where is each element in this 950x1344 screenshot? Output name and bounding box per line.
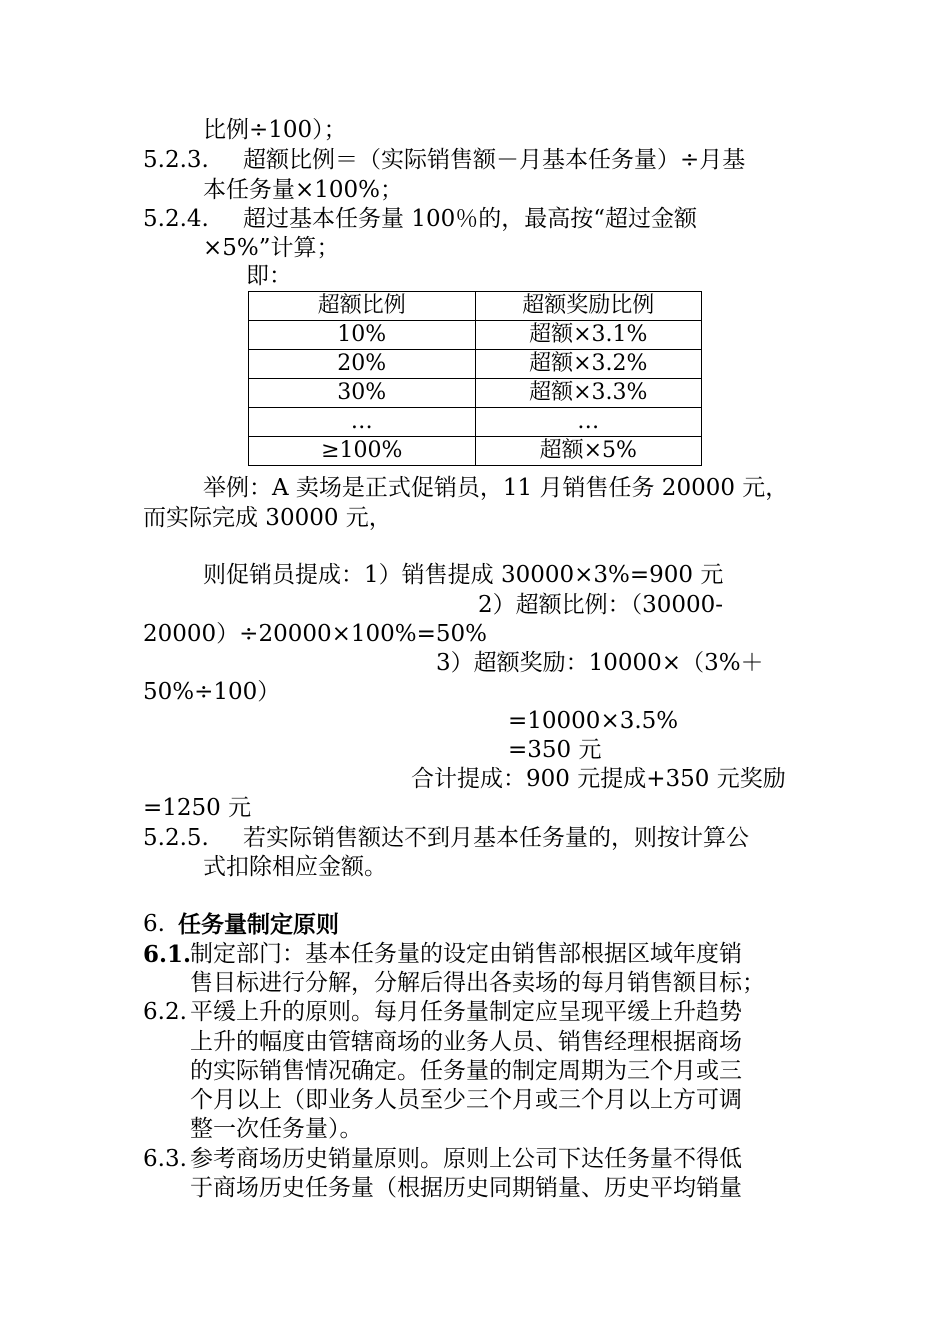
text-line: 制定部门：基本任务量的设定由销售部根据区域年度销 (190, 941, 742, 967)
table-row (249, 437, 702, 466)
text-line: 售目标进行分解，分解后得出各卖场的每月销售额目标； (190, 970, 765, 996)
text-line: 上升的幅度由管辖商场的业务人员、销售经理根据商场 (190, 1029, 742, 1055)
table-cell: … (475, 408, 702, 437)
table-cell: 超额×3.1% (475, 321, 702, 350)
table-cell: 超额×5% (475, 437, 702, 466)
text-line: 20000）÷20000×100%=50% (143, 621, 488, 647)
text-line: 本任务量×100%； (203, 177, 404, 203)
section-number: 6. (143, 911, 165, 937)
table-cell: 30% (249, 379, 476, 408)
table-cell: 超额×3.3% (475, 379, 702, 408)
text-line: =350 元 (508, 737, 602, 763)
text-line: 50%÷100） (143, 679, 281, 705)
table-cell: 10% (249, 321, 476, 350)
bonus-ratio-table (248, 291, 702, 466)
text-line: 平缓上升的原则。每月任务量制定应呈现平缓上升趋势 (190, 999, 742, 1025)
table-row (249, 408, 702, 437)
text-line: 于商场历史任务量（根据历史同期销量、历史平均销量 (190, 1175, 742, 1201)
clause-number: 5.2.3. (143, 147, 209, 173)
text-line: 超额比例＝（实际销售额－月基本任务量）÷月基 (243, 147, 746, 173)
text-line: 合计提成：900 元提成+350 元奖励 (411, 766, 786, 792)
clause-number: 6.3. (143, 1146, 187, 1172)
clause-number: 6.1. (143, 941, 192, 968)
text-line: 若实际销售额达不到月基本任务量的，则按计算公 (243, 825, 749, 851)
text-line: 比例÷100）； (203, 117, 347, 143)
table-row (249, 350, 702, 379)
text-line: ×5%”计算； (203, 235, 340, 261)
table-cell: 20% (249, 350, 476, 379)
text-line: 超过基本任务量 100％的，最高按“超过金额 (243, 206, 697, 232)
text-line: =1250 元 (143, 795, 252, 821)
clause-number: 6.2. (143, 999, 187, 1025)
clause-number: 5.2.5. (143, 825, 209, 851)
table-cell: … (249, 408, 476, 437)
clause-number: 5.2.4. (143, 206, 209, 232)
section-heading: 任务量制定原则 (178, 911, 339, 938)
text-line: 而实际完成 30000 元， (143, 505, 392, 531)
text-line: 参考商场历史销量原则。原则上公司下达任务量不得低 (190, 1146, 742, 1172)
text-line: 举例：A 卖场是正式促销员，11 月销售任务 20000 元， (203, 475, 789, 501)
table-cell: 超额×3.2% (475, 350, 702, 379)
text-line: 3）超额奖励：10000×（3%＋ (436, 650, 764, 676)
table-cell: ≥100% (249, 437, 476, 466)
text-line: 整一次任务量）。 (190, 1116, 363, 1142)
text-line: =10000×3.5% (508, 708, 679, 734)
text-line: 式扣除相应金额。 (203, 854, 387, 880)
table-header-cell: 超额比例 (249, 292, 476, 321)
text-line (478, 591, 808, 620)
text-line: 个月以上（即业务人员至少三个月或三个月以上方可调 (190, 1087, 742, 1113)
table-row (249, 379, 702, 408)
text-line: 的实际销售情况确定。任务量的制定周期为三个月或三 (190, 1058, 742, 1084)
text-line: 则促销员提成：1）销售提成 30000×3%=900 元 (203, 562, 724, 588)
text-segment: 2）超额比例：（30000- (478, 592, 724, 618)
table-row (249, 321, 702, 350)
text-line: 即： (246, 263, 292, 289)
table-header-cell: 超额奖励比例 (475, 292, 702, 321)
table-header-row (249, 292, 702, 321)
